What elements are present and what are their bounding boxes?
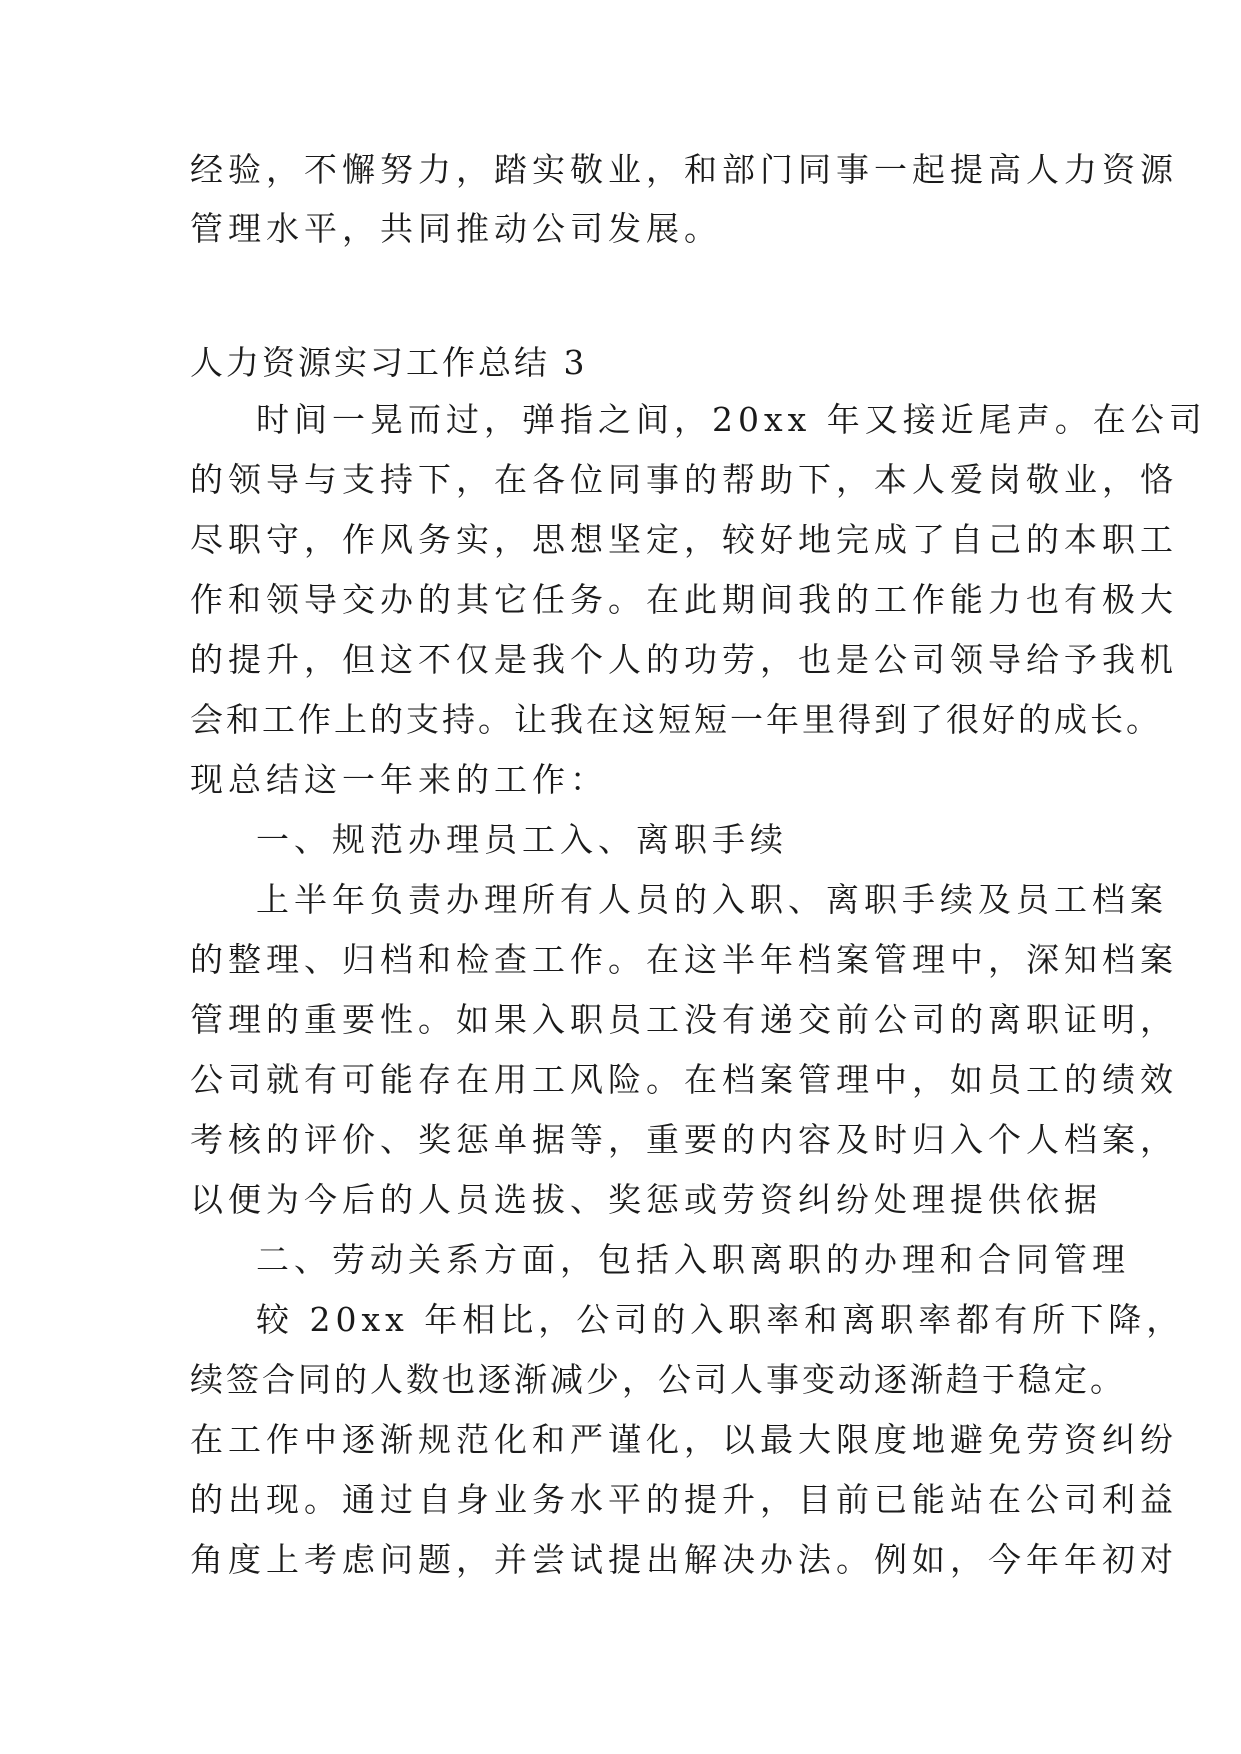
text-line: 尽职守，作风务实，思想坚定，较好地完成了自己的本职工	[190, 520, 1178, 559]
text-line: 管理的重要性。如果入职员工没有递交前公司的离职证明，	[190, 1000, 1178, 1039]
section-heading: 二、劳动关系方面，包括入职离职的办理和合同管理	[256, 1240, 1130, 1279]
text-line: 的整理、归档和检查工作。在这半年档案管理中，深知档案	[190, 940, 1178, 979]
section-heading: 一、规范办理员工入、离职手续	[256, 820, 788, 859]
text-line: 的出现。通过自身业务水平的提升，目前已能站在公司利益	[190, 1480, 1178, 1519]
text-line: 经验，不懈努力，踏实敬业，和部门同事一起提高人力资源	[190, 150, 1178, 189]
section-title: 人力资源实习工作总结 3	[190, 343, 588, 382]
text-line: 以便为今后的人员选拔、奖惩或劳资纠纷处理提供依据	[190, 1180, 1102, 1219]
text-line: 考核的评价、奖惩单据等，重要的内容及时归入个人档案，	[190, 1120, 1178, 1159]
paragraph-first-line: 时间一晃而过，弹指之间，20xx 年又接近尾声。在公司	[256, 400, 1207, 439]
text-line: 的领导与支持下，在各位同事的帮助下，本人爱岗敬业，恪	[190, 460, 1178, 499]
text-line: 作和领导交办的其它任务。在此期间我的工作能力也有极大	[190, 580, 1178, 619]
paragraph-first-line: 较 20xx 年相比，公司的入职率和离职率都有所下降，	[256, 1300, 1185, 1339]
paragraph-first-line: 上半年负责办理所有人员的入职、离职手续及员工档案	[256, 880, 1168, 919]
text-line: 续签合同的人数也逐渐减少，公司人事变动逐渐趋于稳定。	[190, 1360, 1126, 1399]
text-line: 会和工作上的支持。让我在这短短一年里得到了很好的成长。	[190, 700, 1162, 739]
text-line: 管理水平，共同推动公司发展。	[190, 209, 722, 248]
text-line: 公司就有可能存在用工风险。在档案管理中，如员工的绩效	[190, 1060, 1178, 1099]
text-line: 在工作中逐渐规范化和严谨化，以最大限度地避免劳资纠纷	[190, 1420, 1178, 1459]
text-line: 的提升，但这不仅是我个人的功劳，也是公司领导给予我机	[190, 640, 1178, 679]
text-line: 角度上考虑问题，并尝试提出解决办法。例如，今年年初对	[190, 1540, 1178, 1579]
text-line: 现总结这一年来的工作：	[190, 760, 608, 799]
